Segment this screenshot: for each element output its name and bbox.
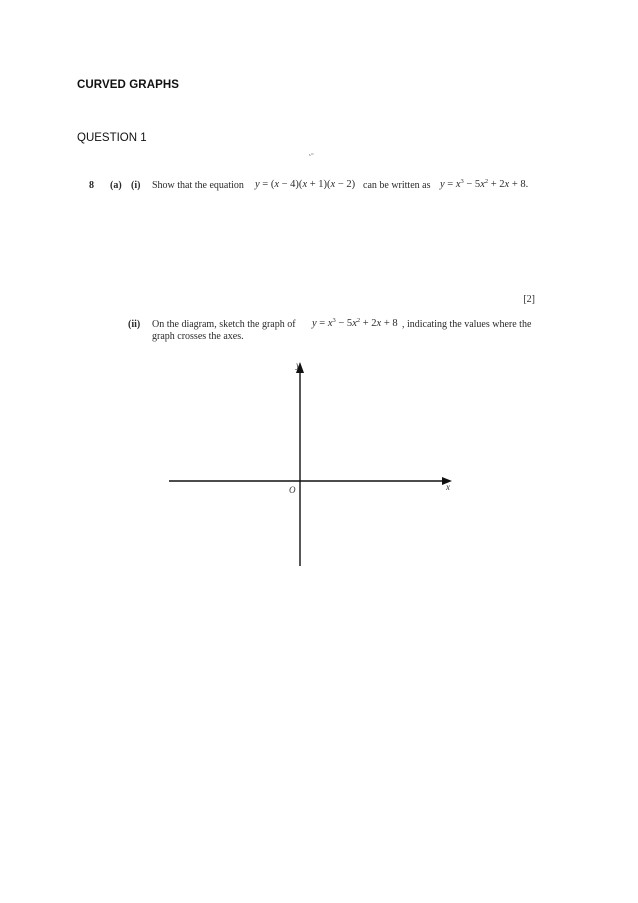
stray-mark: ˢ⁼ [309,152,315,160]
sub-part-i-connector: can be written as [363,180,431,191]
section-title: CURVED GRAPHS [77,79,180,91]
x-axis-label: x [446,482,450,492]
expanded-equation: $y = x^3 - 5x^2 + 2x + 8$. [440,178,529,190]
sketch-equation: $y = x^3 - 5x^2 + 2x + 8$ [312,317,398,329]
sub-part-ii-text: On the diagram, sketch the graph of [152,319,296,330]
part-a-label: (a) [110,180,122,191]
sub-part-i-text: Show that the equation [152,180,244,191]
sub-part-ii-text-line2: graph crosses the axes. [152,331,244,342]
factored-equation: y = (x − 4)(x + 1)(x − 2) [255,179,356,190]
question-number: 8 [89,180,94,191]
marks-label: [2] [523,294,535,305]
y-axis-label: y [296,360,300,370]
sub-part-i-label: (i) [131,180,141,191]
origin-label: O [289,485,296,495]
sub-part-ii-text-rest: , indicating the values where the [402,319,532,330]
question-label: QUESTION 1 [77,132,147,144]
sub-part-ii-label: (ii) [128,319,141,330]
